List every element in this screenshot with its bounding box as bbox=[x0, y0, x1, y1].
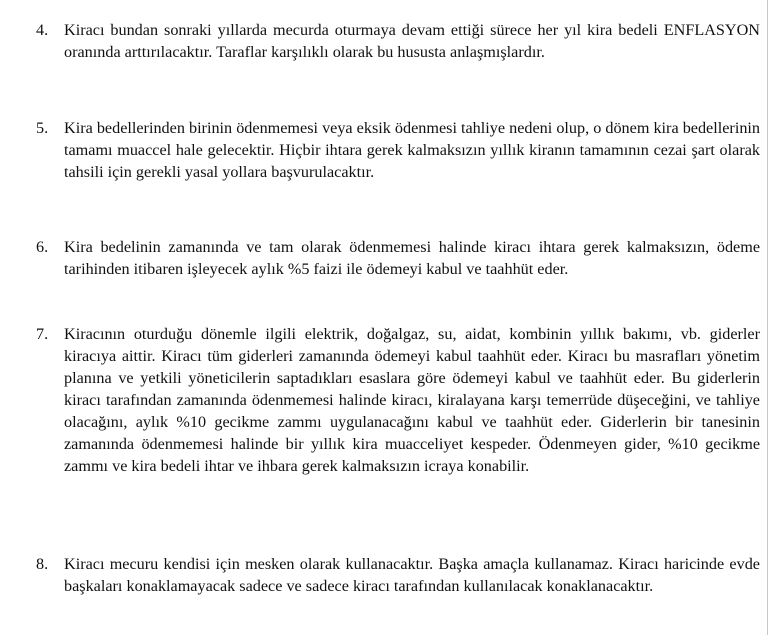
clause-text: Kira bedellerinden birinin ödenmemesi veya eksik ödenmesi tahliye nedeni olup, o dönem kira bedellerinin tamamı muaccel hale gelecektir. Hiçbir ihtara gerek kalmaksızın yıllık kiranın tamamının cezai şart olarak tahsili için gerekli yasal yollara başvurulacaktır. bbox=[64, 119, 760, 181]
clause-text: Kiracının oturduğu dönemle ilgili elektrik, doğalgaz, su, aidat, kombinin yıllık bakımı, vb. giderler kiracıya aittir. Kiracı tüm giderleri zamanında ödemeyi kabul taahhüt eder. Kiracı bu masrafları yönetim planına ve yetkili yöneticilerin saptadıkları esaslara göre ödemeyi kabul ve taahhüt eder. Bu giderlerin kiracı tarafından zamanında ödenmemesi halinde kiracı, kiralayana karşı temerrüde düşeceğini, ve tahliye olacağını, aylık %10 gecikme zammı uygulanacağını kabul ve taahhüt eder. Giderlerin bir tanesinin zamanında ödenmemesi halinde bir yıllık kira muacceliyet kespeder. Ödenmeyen gider, %10 gecikme zammı ve kira bedeli ihtar ve ihbara gerek kalmaksızın icraya konabilir. bbox=[64, 325, 760, 475]
clause-text: Kira bedelinin zamanında ve tam olarak ödenmemesi halinde kiracı ihtara gerek kalmaksızın, ödeme tarihinden itibaren işleyecek aylık %5 faizi ile ödemeyi kabul ve taahhüt eder. bbox=[64, 238, 760, 278]
clause-number: 8. bbox=[36, 555, 49, 573]
page-right-edge bbox=[767, 0, 768, 635]
clause-number: 4. bbox=[36, 21, 49, 39]
clause-text: Kiracı bundan sonraki yıllarda mecurda oturmaya devam ettiği sürece her yıl kira bedeli ENFLASYON oranında arttırılacaktır. Taraflar karşılıklı olarak bu hususta anlaşmışlardır. bbox=[64, 21, 760, 61]
clause-number: 6. bbox=[36, 238, 49, 256]
clause-number: 5. bbox=[36, 119, 49, 137]
clause-number: 7. bbox=[36, 325, 49, 343]
clause-text: Kiracı mecuru kendisi için mesken olarak kullanacaktır. Başka amaçla kullanamaz. Kiracı haricinde evde başkaları konaklamayacak sadece ve sadece kiracı tarafından kullanılacak konaklanacaktır. bbox=[64, 555, 760, 595]
